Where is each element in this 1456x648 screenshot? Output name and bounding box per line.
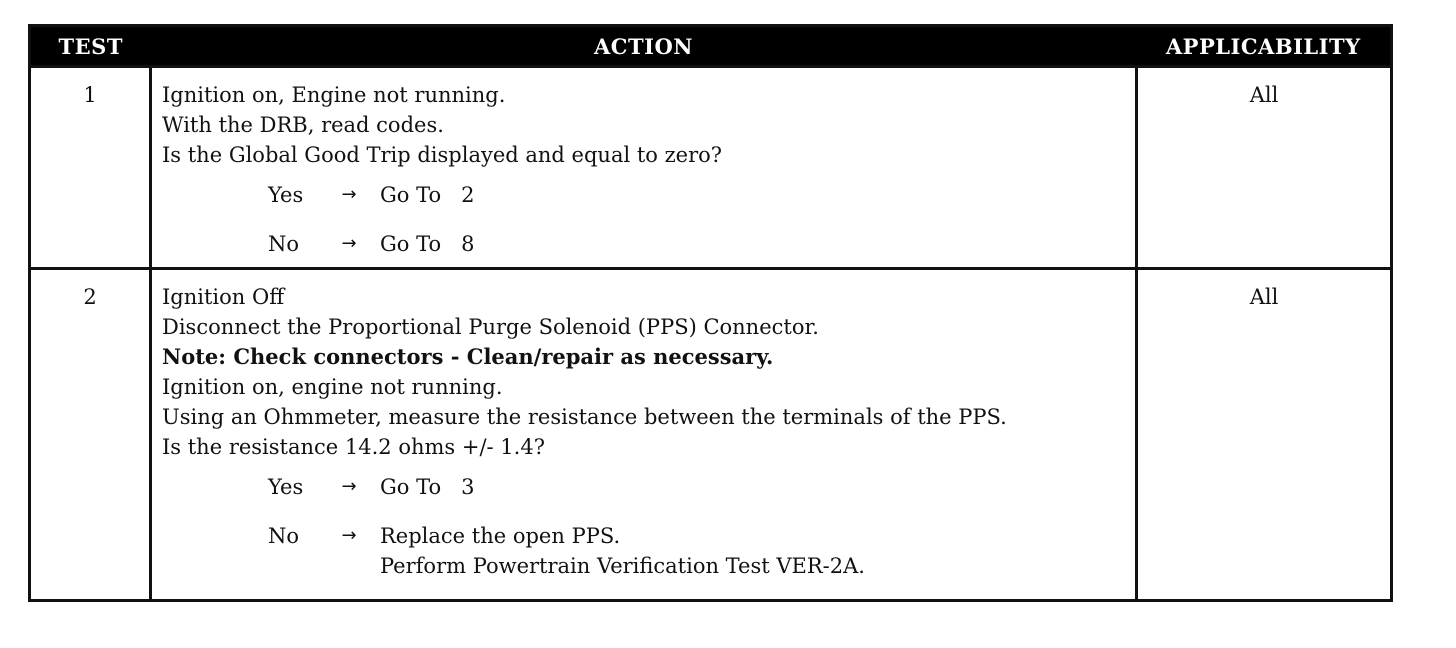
- outcome-list: [162, 472, 1127, 581]
- right-arrow-icon: →: [341, 476, 357, 497]
- outcome-result-text: Go To 2: [380, 183, 475, 207]
- outcome-result: [380, 180, 475, 210]
- table-row: [30, 269, 1392, 601]
- right-arrow-icon: →: [341, 525, 357, 546]
- outcome-label: Yes: [268, 475, 304, 499]
- outcome-result: [380, 472, 475, 502]
- outcome-result: [380, 521, 865, 581]
- outcome-result-text: Replace the open PPS.: [380, 524, 621, 548]
- outcome-label: No: [268, 232, 300, 256]
- outcome-yes: [268, 472, 1127, 502]
- header-test: TEST: [30, 26, 151, 67]
- table-row: [30, 67, 1392, 269]
- diagnostic-test-table: [28, 24, 1393, 602]
- outcome-list: [162, 180, 1127, 259]
- action-cell: [151, 67, 1137, 269]
- outcome-result-text: Go To 8: [380, 232, 475, 256]
- outcome-label: Yes: [268, 183, 304, 207]
- right-arrow-icon: →: [341, 184, 357, 205]
- outcome-label: No: [268, 524, 300, 548]
- outcome-no: [268, 521, 1127, 581]
- header-action: ACTION: [151, 26, 1137, 67]
- action-step: Using an Ohmmeter, measure the resistance between the terminals of the PPS.: [162, 405, 1007, 429]
- applicability-value: All: [1137, 269, 1392, 601]
- action-step: Is the Global Good Trip displayed and equal to zero?: [162, 143, 723, 167]
- outcome-result-text: Perform Powertrain Verification Test VER-2A.: [380, 554, 865, 578]
- action-step: Disconnect the Proportional Purge Solenoid (PPS) Connector.: [162, 315, 819, 339]
- action-note: Note: Check connectors - Clean/repair as necessary.: [162, 344, 774, 369]
- action-step: Ignition on, engine not running.: [162, 375, 503, 399]
- outcome-no: [268, 229, 1127, 259]
- test-number: 1: [30, 67, 151, 269]
- applicability-value: All: [1137, 67, 1392, 269]
- test-number: 2: [30, 269, 151, 601]
- action-step: Ignition Off: [162, 285, 285, 309]
- action-step: Is the resistance 14.2 ohms +/- 1.4?: [162, 435, 545, 459]
- action-step: Ignition on, Engine not running.: [162, 83, 506, 107]
- action-step: With the DRB, read codes.: [162, 113, 444, 137]
- right-arrow-icon: →: [341, 233, 357, 254]
- header-applicability: APPLICABILITY: [1137, 26, 1392, 67]
- outcome-yes: [268, 180, 1127, 210]
- action-cell: [151, 269, 1137, 601]
- table-header-row: [30, 26, 1392, 67]
- outcome-result-text: Go To 3: [380, 475, 475, 499]
- outcome-result: [380, 229, 475, 259]
